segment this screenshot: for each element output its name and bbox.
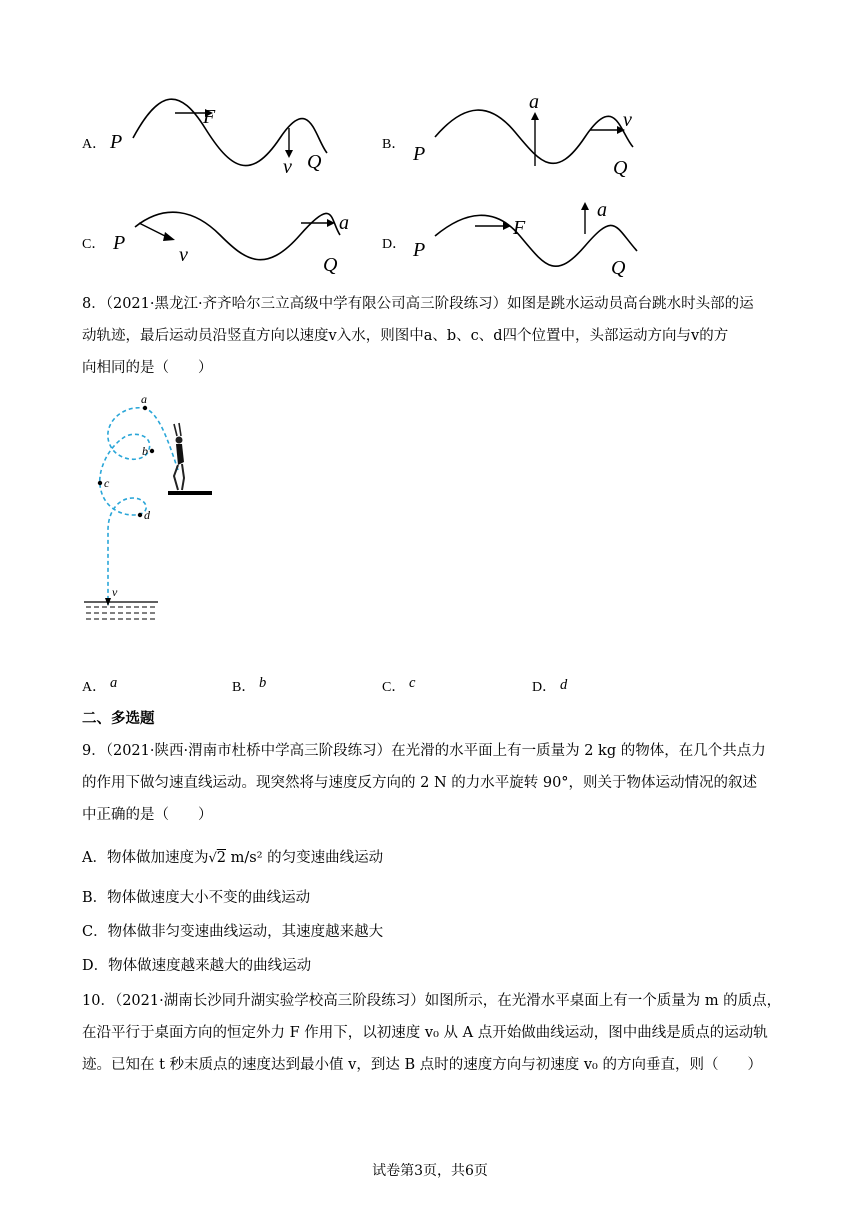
point-q-label: Q: [613, 157, 628, 179]
vector-label: a: [597, 199, 607, 221]
section-title: 二、多选题: [82, 710, 155, 727]
option-label: A．: [82, 850, 107, 866]
option-label: D．: [82, 958, 109, 974]
option-label: B．: [82, 890, 108, 906]
q9-option-b: [82, 888, 310, 908]
point-q-label: Q: [323, 254, 338, 276]
q7-figure-b: [405, 92, 645, 182]
q9-option-a: A．物体做加速度为√2 m/s² 的匀变速曲线运动: [82, 850, 384, 866]
q7-figure-a: [105, 98, 335, 180]
q9-option-c: [82, 922, 383, 942]
option-c-value: c: [409, 675, 416, 691]
option-b-value: b: [259, 675, 267, 691]
option-c-label: C．: [382, 680, 406, 695]
q9-option-d: [82, 956, 311, 976]
page-footer: 试卷第3页，共6页: [372, 1163, 488, 1179]
option-label: B．: [382, 137, 406, 152]
option-text: 物体做速度越来越大的曲线运动: [108, 958, 312, 974]
q8-stem-line-1: 8．（2021·黑龙江·齐齐哈尔三立高级中学有限公司高三阶段练习）如图是跳水运动员高台跳水时头部的运: [82, 296, 754, 312]
q9-stem-line-1: 9．（2021·陕西·渭南市杜桥中学高三阶段练习）在光滑的水平面上有一质量为 2 kg 的物体，在几个共点力: [82, 743, 766, 759]
option-d-label: D．: [532, 680, 557, 695]
point-p-label: P: [113, 232, 126, 254]
velocity-v-label: v: [112, 585, 118, 599]
option-b-label: B．: [232, 680, 256, 695]
vector-label: v: [623, 109, 632, 131]
option-a-value: a: [110, 675, 118, 691]
q7-figure-d: [405, 196, 645, 282]
q8-stem-line-2: 动轨迹，最后运动员沿竖直方向以速度v入水，则图中a、b、c、d四个位置中，头部运动方向与v的方: [82, 328, 729, 344]
vector-label: F: [203, 106, 216, 128]
option-d-value: d: [560, 677, 568, 693]
point-q-label: Q: [307, 151, 322, 173]
q7-figure-c: [105, 205, 355, 281]
q9-stem-line-2: 的作用下做匀速直线运动。现突然将与速度反方向的 2 N 的力水平旋转 90°，则关于物体运动情况的叙述: [82, 775, 758, 791]
vector-label: v: [283, 156, 292, 178]
point-p-label: P: [413, 239, 426, 261]
option-text: 物体做速度大小不变的曲线运动: [107, 890, 311, 906]
option-label: C．: [82, 924, 108, 940]
point-p-label: P: [110, 131, 123, 153]
q9-stem-line-3: 中正确的是（ ）: [82, 807, 213, 823]
q10-stem-line-1: 10．（2021·湖南长沙同升湖实验学校高三阶段练习）如图所示，在光滑水平桌面上有一个质量为 m 的质点，: [82, 993, 782, 1009]
q8-diving-figure: [78, 390, 228, 630]
vector-label: v: [179, 244, 188, 266]
vector-label: F: [513, 217, 526, 239]
sqrt-radicand: 2: [216, 850, 227, 866]
option-text-rest: m/s² 的匀变速曲线运动: [226, 850, 384, 866]
point-a-label: a: [141, 392, 147, 406]
point-p-label: P: [413, 143, 426, 165]
point-b-label: b: [142, 444, 148, 458]
option-label: A．: [82, 137, 107, 152]
diver-figure: [174, 423, 184, 490]
q8-stem-line-3: 向相同的是（ ）: [82, 360, 213, 376]
option-label: C．: [82, 237, 106, 252]
option-text: 物体做加速度为: [106, 850, 209, 866]
point-c-label: c: [104, 476, 110, 490]
q10-stem-line-2: 在沿平行于桌面方向的恒定外力 F 作用下，以初速度 v₀ 从 A 点开始做曲线运动，图中曲线是质点的运动轨: [82, 1025, 768, 1041]
point-d-label: d: [144, 508, 150, 522]
vector-label: a: [339, 212, 349, 234]
option-text: 物体做非匀变速曲线运动，其速度越来越大: [107, 924, 384, 940]
option-label: D．: [382, 237, 407, 252]
vector-label: a: [529, 92, 539, 113]
point-q-label: Q: [611, 257, 626, 279]
option-a-label: A．: [82, 680, 107, 695]
q10-stem-line-3: 迹。已知在 t 秒末质点的速度达到最小值 v，到达 B 点时的速度方向与初速度 v₀ 的方向垂直，则（ ）: [82, 1057, 762, 1073]
